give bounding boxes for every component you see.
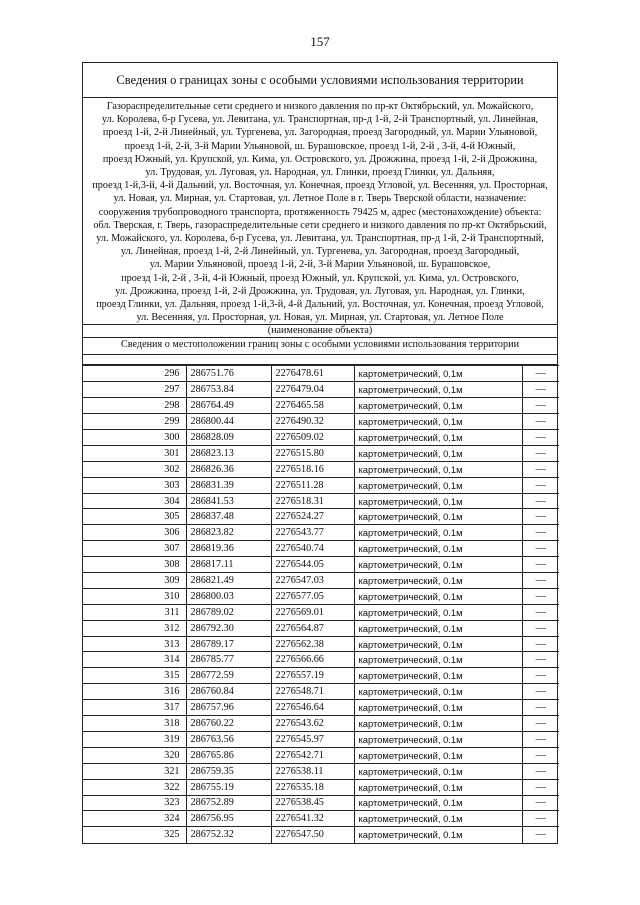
- x-coordinate-cell: 286757.96: [186, 700, 271, 716]
- x-coordinate-cell: 286819.36: [186, 541, 271, 557]
- table-row: [83, 430, 559, 446]
- note-cell: —: [522, 811, 559, 827]
- y-coordinate-cell: 2276564.87: [271, 620, 354, 636]
- method-accuracy-cell: картометрический, 0.1м: [354, 525, 522, 541]
- table-row: [83, 620, 559, 636]
- y-coordinate-cell: 2276515.80: [271, 445, 354, 461]
- point-number-cell: 298: [83, 398, 186, 414]
- location-caption: Сведения о местоположении границ зоны с особыми условиями использования территории: [83, 338, 557, 355]
- method-accuracy-cell: картометрический, 0.1м: [354, 573, 522, 589]
- x-coordinate-cell: 286841.53: [186, 493, 271, 509]
- note-cell: —: [522, 477, 559, 493]
- method-accuracy-cell: картометрический, 0.1м: [354, 509, 522, 525]
- note-cell: —: [522, 668, 559, 684]
- table-row: [83, 747, 559, 763]
- object-description: [83, 98, 557, 325]
- method-accuracy-cell: картометрический, 0.1м: [354, 636, 522, 652]
- table-row: [83, 811, 559, 827]
- point-number-cell: 297: [83, 382, 186, 398]
- note-cell: —: [522, 414, 559, 430]
- note-cell: —: [522, 795, 559, 811]
- note-cell: —: [522, 620, 559, 636]
- table-row: [83, 652, 559, 668]
- x-coordinate-cell: 286785.77: [186, 652, 271, 668]
- y-coordinate-cell: 2276546.64: [271, 700, 354, 716]
- description-line: ул. Марии Ульяновой, проезд 1-й, 2-й, 3-й Марии Ульяновой, ш. Бурашовское,: [149, 259, 491, 271]
- method-accuracy-cell: картометрический, 0.1м: [354, 414, 522, 430]
- point-number-cell: 309: [83, 573, 186, 589]
- table-row: [83, 684, 559, 700]
- point-number-cell: 299: [83, 414, 186, 430]
- description-line: проезд 1-й, 2-й , 3-й, 4-й Южный, проезд Южный, ул. Крупской, ул. Кима, ул. Островского,: [121, 272, 519, 284]
- description-line: проезд 1-й, 2-й Линейный, ул. Тургенева, ул. Загородная, проезд Загородный, ул. Марии Ульяновой,: [102, 127, 538, 139]
- table-row: [83, 557, 559, 573]
- method-accuracy-cell: картометрический, 0.1м: [354, 366, 522, 382]
- note-cell: —: [522, 700, 559, 716]
- point-number-cell: 296: [83, 366, 186, 382]
- point-number-cell: 307: [83, 541, 186, 557]
- y-coordinate-cell: 2276577.05: [271, 588, 354, 604]
- point-number-cell: 315: [83, 668, 186, 684]
- y-coordinate-cell: 2276540.74: [271, 541, 354, 557]
- note-cell: —: [522, 652, 559, 668]
- table-row: [83, 827, 559, 843]
- y-coordinate-cell: 2276538.11: [271, 763, 354, 779]
- table-row: [83, 795, 559, 811]
- description-line: сооружения трубопроводного транспорта, протяженность 79425 м, адрес (местонахождение) объекта:: [98, 206, 542, 218]
- note-cell: —: [522, 525, 559, 541]
- y-coordinate-cell: 2276566.66: [271, 652, 354, 668]
- method-accuracy-cell: картометрический, 0.1м: [354, 668, 522, 684]
- method-accuracy-cell: картометрический, 0.1м: [354, 700, 522, 716]
- note-cell: —: [522, 493, 559, 509]
- table-row: [83, 588, 559, 604]
- table-row: [83, 573, 559, 589]
- header-gap: [83, 355, 557, 365]
- y-coordinate-cell: 2276548.71: [271, 684, 354, 700]
- note-cell: —: [522, 747, 559, 763]
- form-title: Сведения о границах зоны с особыми условиями использования территории: [83, 63, 557, 98]
- table-row: [83, 509, 559, 525]
- y-coordinate-cell: 2276524.27: [271, 509, 354, 525]
- method-accuracy-cell: картометрический, 0.1м: [354, 716, 522, 732]
- x-coordinate-cell: 286752.89: [186, 795, 271, 811]
- x-coordinate-cell: 286828.09: [186, 430, 271, 446]
- description-line: проезд 1-й,3-й, 4-й Дальний, ул. Восточная, ул. Конечная, проезд Угловой, ул. Весенняя, ул. Просторная,: [92, 180, 548, 192]
- method-accuracy-cell: картометрический, 0.1м: [354, 445, 522, 461]
- y-coordinate-cell: 2276544.05: [271, 557, 354, 573]
- point-number-cell: 312: [83, 620, 186, 636]
- point-number-cell: 316: [83, 684, 186, 700]
- point-number-cell: 311: [83, 604, 186, 620]
- method-accuracy-cell: картометрический, 0.1м: [354, 684, 522, 700]
- table-row: [83, 604, 559, 620]
- note-cell: —: [522, 557, 559, 573]
- point-number-cell: 303: [83, 477, 186, 493]
- table-row: [83, 477, 559, 493]
- point-number-cell: 300: [83, 430, 186, 446]
- method-accuracy-cell: картометрический, 0.1м: [354, 827, 522, 843]
- y-coordinate-cell: 2276547.50: [271, 827, 354, 843]
- point-number-cell: 306: [83, 525, 186, 541]
- x-coordinate-cell: 286755.19: [186, 779, 271, 795]
- table-row: [83, 731, 559, 747]
- point-number-cell: 308: [83, 557, 186, 573]
- method-accuracy-cell: картометрический, 0.1м: [354, 398, 522, 414]
- description-line: Газораспределительные сети среднего и низкого давления по пр-кт Октябрьский, ул. Можайского,: [106, 101, 534, 112]
- y-coordinate-cell: 2276465.58: [271, 398, 354, 414]
- table-row: [83, 541, 559, 557]
- y-coordinate-cell: 2276478.61: [271, 366, 354, 382]
- table-row: [83, 716, 559, 732]
- note-cell: —: [522, 366, 559, 382]
- x-coordinate-cell: 286763.56: [186, 731, 271, 747]
- note-cell: —: [522, 573, 559, 589]
- table-row: [83, 461, 559, 477]
- table-row: [83, 398, 559, 414]
- y-coordinate-cell: 2276511.28: [271, 477, 354, 493]
- y-coordinate-cell: 2276538.45: [271, 795, 354, 811]
- x-coordinate-cell: 286760.22: [186, 716, 271, 732]
- description-line: ул. Можайского, ул. Королева, б-р Гусева, ул. Левитана, ул. Транспортная, пр-д 1-й, 2-й Транспортный,: [96, 233, 544, 245]
- table-row: [83, 445, 559, 461]
- x-coordinate-cell: 286831.39: [186, 477, 271, 493]
- y-coordinate-cell: 2276562.38: [271, 636, 354, 652]
- page-number: 157: [310, 34, 330, 49]
- x-coordinate-cell: 286800.44: [186, 414, 271, 430]
- table-row: [83, 700, 559, 716]
- description-line: проезд 1-й, 2-й, 3-й Марии Ульяновой, ш. Бурашовское, проезд 1-й, 2-й , 3-й, 4-й Южный,: [124, 140, 516, 152]
- y-coordinate-cell: 2276490.32: [271, 414, 354, 430]
- x-coordinate-cell: 286753.84: [186, 382, 271, 398]
- method-accuracy-cell: картометрический, 0.1м: [354, 382, 522, 398]
- y-coordinate-cell: 2276557.19: [271, 668, 354, 684]
- description-line: обл. Тверская, г. Тверь, газораспределительные сети среднего и низкого давления по пр-кт Октябрьский,: [93, 219, 547, 231]
- point-number-cell: 301: [83, 445, 186, 461]
- point-number-cell: 305: [83, 509, 186, 525]
- point-number-cell: 313: [83, 636, 186, 652]
- point-number-cell: 323: [83, 795, 186, 811]
- method-accuracy-cell: картометрический, 0.1м: [354, 620, 522, 636]
- point-number-cell: 317: [83, 700, 186, 716]
- point-number-cell: 304: [83, 493, 186, 509]
- method-accuracy-cell: картометрический, 0.1м: [354, 652, 522, 668]
- note-cell: —: [522, 636, 559, 652]
- note-cell: —: [522, 430, 559, 446]
- point-number-cell: 302: [83, 461, 186, 477]
- note-cell: —: [522, 604, 559, 620]
- point-number-cell: 310: [83, 588, 186, 604]
- table-row: [83, 525, 559, 541]
- table-row: [83, 493, 559, 509]
- y-coordinate-cell: 2276479.04: [271, 382, 354, 398]
- note-cell: —: [522, 588, 559, 604]
- x-coordinate-cell: 286821.49: [186, 573, 271, 589]
- note-cell: —: [522, 461, 559, 477]
- point-number-cell: 320: [83, 747, 186, 763]
- table-row: [83, 763, 559, 779]
- point-number-cell: 318: [83, 716, 186, 732]
- point-number-cell: 324: [83, 811, 186, 827]
- note-cell: —: [522, 445, 559, 461]
- description-line: ул. Дрожжина, проезд 1-й, 2-й Дрожжина, ул. Трудовая, ул. Луговая, ул. Народная, ул. Глинки,: [115, 285, 525, 297]
- x-coordinate-cell: 286823.82: [186, 525, 271, 541]
- x-coordinate-cell: 286756.95: [186, 811, 271, 827]
- description-line: ул. Весенняя, ул. Просторная, ул. Новая, ул. Мирная, ул. Стартовая, ул. Летное Поле: [136, 312, 504, 324]
- y-coordinate-cell: 2276545.97: [271, 731, 354, 747]
- method-accuracy-cell: картометрический, 0.1м: [354, 477, 522, 493]
- table-row: [83, 366, 559, 382]
- x-coordinate-cell: 286759.35: [186, 763, 271, 779]
- method-accuracy-cell: картометрический, 0.1м: [354, 557, 522, 573]
- description-line: проезд Южный, ул. Крупской, ул. Кима, ул. Островского, ул. Дрожжина, проезд 1-й, 2-й Дрожжина,: [102, 153, 538, 165]
- x-coordinate-cell: 286752.32: [186, 827, 271, 843]
- method-accuracy-cell: картометрический, 0.1м: [354, 795, 522, 811]
- point-number-cell: 319: [83, 731, 186, 747]
- method-accuracy-cell: картометрический, 0.1м: [354, 811, 522, 827]
- x-coordinate-cell: 286823.13: [186, 445, 271, 461]
- point-number-cell: 321: [83, 763, 186, 779]
- method-accuracy-cell: картометрический, 0.1м: [354, 731, 522, 747]
- table-row: [83, 636, 559, 652]
- method-accuracy-cell: картометрический, 0.1м: [354, 430, 522, 446]
- y-coordinate-cell: 2276547.03: [271, 573, 354, 589]
- y-coordinate-cell: 2276518.31: [271, 493, 354, 509]
- description-line: проезд Глинки, ул. Дальняя, проезд 1-й,3-й, 4-й Дальний, ул. Восточная, ул. Конечная, проезд Угловой,: [96, 299, 544, 311]
- method-accuracy-cell: картометрический, 0.1м: [354, 588, 522, 604]
- y-coordinate-cell: 2276509.02: [271, 430, 354, 446]
- x-coordinate-cell: 286817.11: [186, 557, 271, 573]
- note-cell: —: [522, 382, 559, 398]
- point-number-cell: 325: [83, 827, 186, 843]
- note-cell: —: [522, 827, 559, 843]
- note-cell: —: [522, 541, 559, 557]
- point-number-cell: 322: [83, 779, 186, 795]
- x-coordinate-cell: 286837.48: [186, 509, 271, 525]
- x-coordinate-cell: 286826.36: [186, 461, 271, 477]
- note-cell: —: [522, 763, 559, 779]
- method-accuracy-cell: картометрический, 0.1м: [354, 779, 522, 795]
- y-coordinate-cell: 2276543.77: [271, 525, 354, 541]
- note-cell: —: [522, 398, 559, 414]
- description-line: ул. Королева, б-р Гусева, ул. Левитана, ул. Транспортная, пр-д 1-й, 2-й Транспортный, ул. Линейная,: [101, 114, 539, 126]
- note-cell: —: [522, 509, 559, 525]
- y-coordinate-cell: 2276541.32: [271, 811, 354, 827]
- x-coordinate-cell: 286789.17: [186, 636, 271, 652]
- method-accuracy-cell: картометрический, 0.1м: [354, 541, 522, 557]
- table-row: [83, 779, 559, 795]
- x-coordinate-cell: 286751.76: [186, 366, 271, 382]
- coordinates-table: [83, 365, 559, 842]
- method-accuracy-cell: картометрический, 0.1м: [354, 604, 522, 620]
- method-accuracy-cell: картометрический, 0.1м: [354, 461, 522, 477]
- description-line: ул. Трудовая, ул. Луговая, ул. Народная, ул. Глинки, проезд Глинки, ул. Дальняя,: [145, 167, 495, 179]
- point-number-cell: 314: [83, 652, 186, 668]
- description-line: ул. Линейная, проезд 1-й, 2-й Линейный, ул. Тургенева, ул. Загородная, проезд Загородный,: [120, 246, 520, 258]
- x-coordinate-cell: 286765.86: [186, 747, 271, 763]
- note-cell: —: [522, 716, 559, 732]
- y-coordinate-cell: 2276543.62: [271, 716, 354, 732]
- y-coordinate-cell: 2276569.01: [271, 604, 354, 620]
- table-row: [83, 414, 559, 430]
- y-coordinate-cell: 2276518.16: [271, 461, 354, 477]
- x-coordinate-cell: 286792.30: [186, 620, 271, 636]
- x-coordinate-cell: 286772.59: [186, 668, 271, 684]
- table-row: [83, 668, 559, 684]
- note-cell: —: [522, 684, 559, 700]
- description-line: ул. Новая, ул. Мирная, ул. Стартовая, ул. Летное Поле в г. Тверь Тверской области, назначение:: [113, 193, 527, 205]
- x-coordinate-cell: 286764.49: [186, 398, 271, 414]
- method-accuracy-cell: картометрический, 0.1м: [354, 763, 522, 779]
- table-row: [83, 382, 559, 398]
- x-coordinate-cell: 286789.02: [186, 604, 271, 620]
- y-coordinate-cell: 2276542.71: [271, 747, 354, 763]
- object-name-caption: (наименование объекта): [83, 325, 557, 338]
- y-coordinate-cell: 2276535.18: [271, 779, 354, 795]
- note-cell: —: [522, 779, 559, 795]
- zone-boundary-form: [82, 62, 558, 844]
- x-coordinate-cell: 286800.03: [186, 588, 271, 604]
- x-coordinate-cell: 286760.84: [186, 684, 271, 700]
- method-accuracy-cell: картометрический, 0.1м: [354, 493, 522, 509]
- method-accuracy-cell: картометрический, 0.1м: [354, 747, 522, 763]
- note-cell: —: [522, 731, 559, 747]
